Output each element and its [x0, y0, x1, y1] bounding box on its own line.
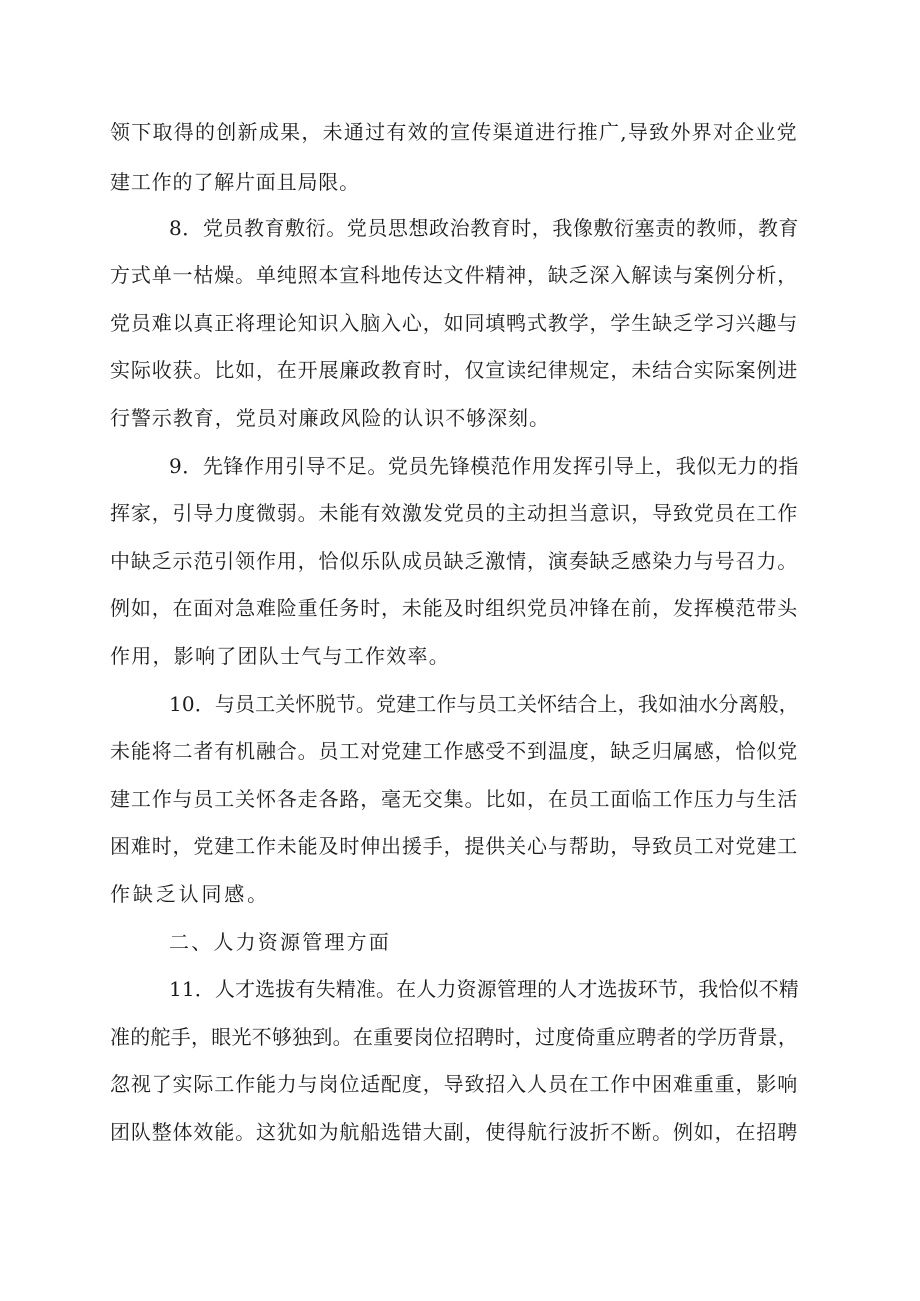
line-text: 未能将二者有机融合。员工对党建工作感受不到温度，缺乏归属感，恰似党 — [110, 739, 799, 763]
text-line — [0, 353, 920, 387]
line-text: 例如，在面对急难险重任务时，未能及时组织党员冲锋在前，发挥模范带头 — [110, 596, 799, 620]
text-line — [0, 306, 920, 340]
line-text: 建工作的了解片面且局限。 — [110, 170, 360, 194]
line-text: 困难时，党建工作未能及时伸出援手，提供关心与帮助，导致员工对党建工 — [110, 834, 799, 858]
heading-text: 二、人力资源管理方面 — [169, 930, 391, 954]
text-line — [0, 449, 920, 483]
text-line — [0, 544, 920, 578]
line-text: 党员难以真正将理论知识入脑入心，如同填鸭式教学，学生缺乏学习兴趣与 — [110, 311, 799, 335]
line-text: 方式单一枯燥。单纯照本宣科地传达文件精神，缺乏深入解读与案例分析， — [110, 263, 799, 287]
text-line — [0, 829, 920, 863]
line-text: 11．人才选拔有失精准。在人力资源管理的人才选拔环节，我恰似不精 — [169, 977, 799, 1001]
line-text: 实际收获。比如，在开展廉政教育时，仅宣读纪律规定，未结合实际案例进 — [110, 358, 799, 382]
text-line — [0, 877, 920, 911]
line-text: 9．先锋作用引导不足。党员先锋模范作用发挥引导上，我似无力的指 — [169, 454, 800, 478]
text-line — [0, 972, 920, 1006]
line-text: 10．与员工关怀脱节。党建工作与员工关怀结合上，我如油水分离般， — [169, 692, 799, 716]
text-line — [0, 1067, 920, 1101]
text-line — [0, 734, 920, 768]
line-text: 领下取得的创新成果，未通过有效的宣传渠道进行推广,导致外界对企业党 — [110, 120, 798, 144]
line-text: 准的舵手，眼光不够独到。在重要岗位招聘时，过度倚重应聘者的学历背景， — [110, 1025, 799, 1049]
text-line — [0, 591, 920, 625]
line-text: 行警示教育，党员对廉政风险的认识不够深刻。 — [110, 406, 550, 430]
text-line — [0, 115, 920, 149]
text-line — [0, 165, 920, 199]
text-line — [0, 687, 920, 721]
line-text: 挥家，引导力度微弱。未能有效激发党员的主动担当意识，导致党员在工作 — [110, 501, 799, 525]
line-text: 忽视了实际工作能力与岗位适配度，导致招入人员在工作中困难重重，影响 — [110, 1072, 799, 1096]
line-text: 8．党员教育敷衍。党员思想政治教育时，我像敷衍塞责的教师，教育 — [169, 216, 800, 240]
line-text: 作缺乏认同感。 — [110, 882, 271, 906]
text-line — [0, 1115, 920, 1149]
text-line — [0, 496, 920, 530]
line-text: 团队整体效能。这犹如为航船选错大副，使得航行波折不断。例如，在招聘 — [110, 1120, 799, 1144]
line-text: 中缺乏示范引领作用，恰似乐队成员缺乏激情，演奏缺乏感染力与号召力。 — [110, 549, 799, 573]
line-text: 建工作与员工关怀各走各路，毫无交集。比如，在员工面临工作压力与生活 — [110, 787, 799, 811]
text-line — [0, 1020, 920, 1054]
text-line — [0, 258, 920, 292]
section-heading — [0, 925, 920, 959]
text-line — [0, 401, 920, 435]
text-line — [0, 639, 920, 673]
text-line — [0, 211, 920, 245]
line-text: 作用，影响了团队士气与工作效率。 — [110, 644, 450, 668]
text-line — [0, 782, 920, 816]
